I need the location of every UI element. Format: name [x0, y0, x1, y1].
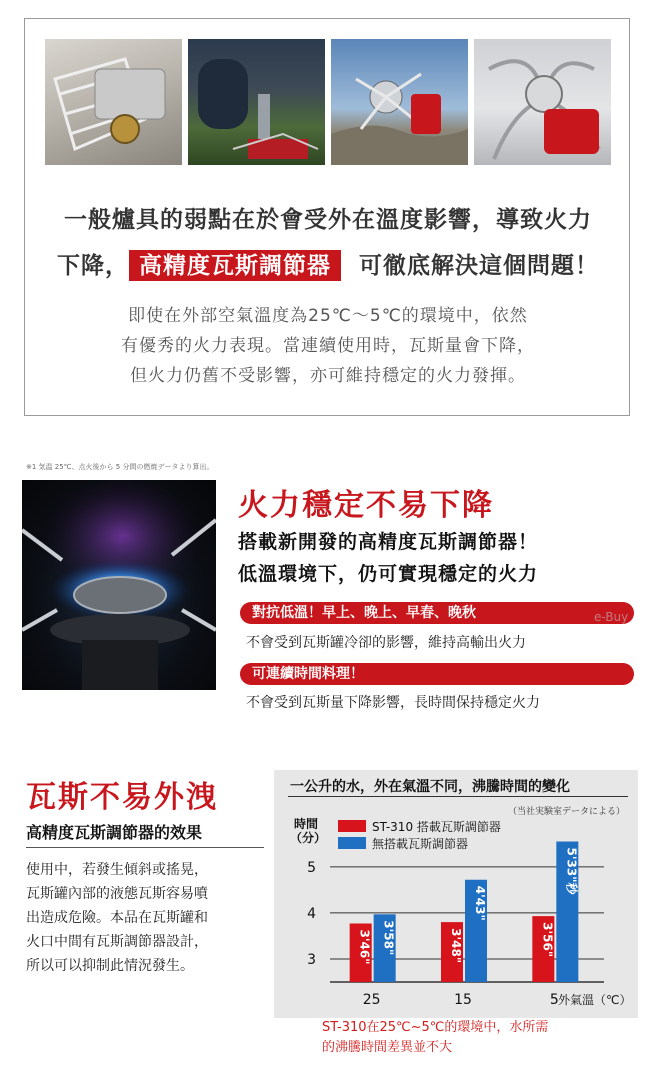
no-leak-subtitle: 高精度瓦斯調節器的效果: [26, 823, 203, 842]
legend-swatch: [338, 820, 366, 832]
bar-data-label: 3'56": [540, 922, 555, 958]
no-leak-body-line: 瓦斯罐內部的液態瓦斯容易噴: [26, 886, 208, 902]
legend-swatch: [338, 837, 366, 849]
photo-strip: [45, 39, 611, 165]
chart-title: 一公升的水，外在氣溫不同，沸騰時間的變化: [290, 779, 570, 795]
intro-body-line: 即使在外部空氣溫度為25℃～5℃的環境中，依然: [128, 306, 528, 326]
intro-panel: [24, 18, 630, 416]
watermark: e-Buy: [594, 610, 629, 624]
y-axis-unit: （分）: [290, 831, 327, 845]
stove-with-canister-photo: [474, 39, 611, 165]
y-axis-label: 時間: [294, 817, 319, 831]
stable-flame-subtitle: [238, 526, 538, 590]
no-leak-body-line: 火口中間有瓦斯調節器設計，: [26, 934, 208, 950]
bar-data-label: 3'58": [381, 920, 396, 956]
bar-data-label: 4'43": [473, 885, 487, 921]
outdoor-cooking-photo: [188, 39, 325, 165]
intro-body: [45, 301, 611, 391]
chart-footnote-line: 的沸騰時間差異並不大: [322, 1040, 453, 1055]
continuous-cooking-desc: 不會受到瓦斯量下降影響，長時間保持穩定火力: [246, 695, 540, 711]
no-leak-body: [26, 858, 266, 978]
chart-source: （当社実験室データによる）: [508, 807, 626, 817]
x-axis-label: 外氣溫（℃）: [558, 993, 632, 1007]
legend-label: 無搭載瓦斯調節器: [372, 837, 469, 851]
headline: [45, 197, 611, 289]
no-leak-title: 瓦斯不易外洩: [26, 780, 218, 815]
boiling-time-chart: [274, 770, 638, 1018]
x-tick-label: 25: [362, 992, 381, 1008]
stable-flame-subtitle-line: 低溫環境下，仍可實現穩定的火力: [238, 563, 539, 585]
bar-data-label: 5'33"秒: [564, 847, 579, 895]
headline-line-2: [45, 243, 611, 289]
y-tick-label: 5: [307, 859, 316, 876]
headline-highlight: 高精度瓦斯調節器: [129, 250, 341, 281]
x-tick-label: 15: [454, 992, 472, 1008]
continuous-cooking-badge: 可連續時間料理！: [240, 663, 634, 685]
legend-label: ST-310 搭載瓦斯調節器: [372, 820, 501, 834]
bar-data-label: 3'48": [449, 928, 463, 964]
y-tick-label: 3: [307, 951, 316, 968]
stable-flame-title: 火力穩定不易下降: [238, 488, 494, 523]
x-tick-label: 5: [549, 992, 559, 1008]
chart-footnote: [322, 1018, 548, 1058]
headline-line-2-pre: 下降，: [56, 252, 129, 279]
intro-body-line: 有優秀的火力表現。當連續使用時，瓦斯量會下降，: [121, 336, 535, 356]
stove-on-rock-photo: [331, 39, 468, 165]
low-temp-badge: 對抗低溫！早上、晚上、早春、晚秋: [240, 602, 634, 624]
stove-folded-photo: [45, 39, 182, 165]
no-leak-body-line: 使用中，若發生傾斜或搖晃，: [26, 862, 208, 878]
divider: [26, 847, 264, 848]
chart-footnote-line: ST-310在25℃~5℃的環境中，水所需: [322, 1020, 549, 1035]
bar-data-label: 3'46": [357, 929, 372, 965]
headline-line-1: 一般爐具的弱點在於會受外在溫度影響，導致火力: [64, 206, 592, 233]
stable-flame-subtitle-line: 搭載新開發的高精度瓦斯調節器！: [238, 531, 539, 553]
no-leak-body-line: 所以可以抑制此情況發生。: [26, 958, 194, 974]
headline-line-2-post: 可徹底解決這個問題！: [359, 252, 599, 279]
no-leak-body-line: 出造成危險。本品在瓦斯罐和: [26, 910, 208, 926]
y-tick-label: 4: [307, 905, 316, 922]
low-temp-desc: 不會受到瓦斯罐冷卻的影響，維持高輸出火力: [246, 635, 526, 651]
intro-body-line: 但火力仍舊不受影響，亦可維持穩定的火力發揮。: [130, 366, 526, 386]
burner-flame-photo: [22, 480, 216, 690]
footnote-note: ※1 気温 25℃、点火後から 5 分間の燃焼データより算出。: [26, 463, 214, 471]
